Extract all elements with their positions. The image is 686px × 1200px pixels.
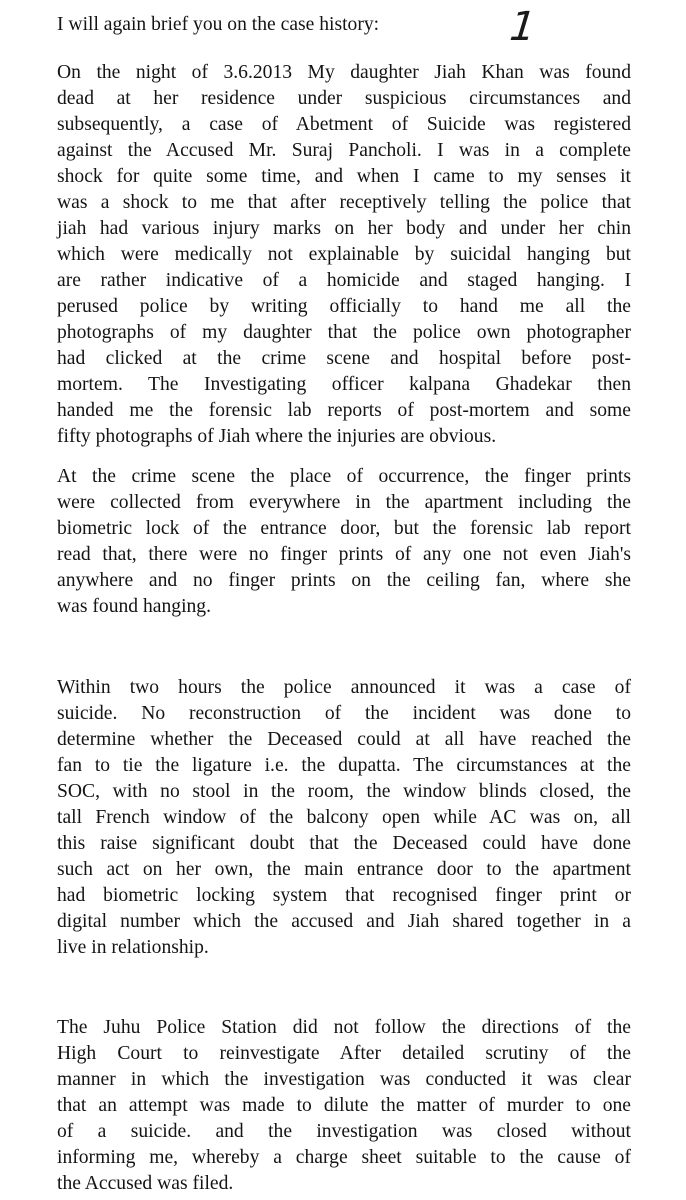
text-line: At the crime scene the place of occurrence, the finger prints bbox=[57, 466, 631, 487]
text-line: against the Accused Mr. Suraj Pancholi. I was in a complete bbox=[57, 140, 631, 161]
text-line: perused police by writing officially to hand me all the bbox=[57, 296, 631, 317]
text-line: this raise significant doubt that the Deceased could have done bbox=[57, 833, 631, 854]
paragraph-fingerprints bbox=[57, 464, 631, 620]
text-line: had clicked at the crime scene and hospital before post- bbox=[57, 348, 631, 369]
text-line: SOC, with no stool in the room, the window blinds closed, the bbox=[57, 781, 631, 802]
text-line: On the night of 3.6.2013 My daughter Jiah Khan was found bbox=[57, 62, 631, 83]
text-line: was found hanging. bbox=[57, 596, 212, 617]
text-line: manner in which the investigation was conducted it was clear bbox=[57, 1069, 631, 1090]
document-heading: I will again brief you on the case history: bbox=[57, 14, 380, 35]
paragraph-suicide-announcement bbox=[57, 675, 631, 961]
text-line: Within two hours the police announced it was a case of bbox=[57, 677, 631, 698]
text-line: suicide. No reconstruction of the incident was done to bbox=[57, 703, 631, 724]
paragraph-case-background bbox=[57, 60, 631, 450]
text-line: fan to tie the ligature i.e. the dupatta. The circumstances at the bbox=[57, 755, 631, 776]
text-line: which were medically not explainable by suicidal hanging but bbox=[57, 244, 631, 265]
text-line: informing me, whereby a charge sheet suitable to the cause of bbox=[57, 1147, 631, 1168]
text-line: were collected from everywhere in the apartment including the bbox=[57, 492, 631, 513]
text-line: was a shock to me that after receptively telling the police that bbox=[57, 192, 631, 213]
text-line: mortem. The Investigating officer kalpana Ghadekar then bbox=[57, 374, 631, 395]
text-line: are rather indicative of a homicide and staged hanging. I bbox=[57, 270, 631, 291]
text-line: read that, there were no finger prints of any one not even Jiah's bbox=[57, 544, 631, 565]
text-line: biometric lock of the entrance door, but the forensic lab report bbox=[57, 518, 631, 539]
text-line: the Accused was filed. bbox=[57, 1173, 234, 1194]
text-line: fifty photographs of Jiah where the injuries are obvious. bbox=[57, 426, 497, 447]
text-line: such act on her own, the main entrance door to the apartment bbox=[57, 859, 631, 880]
text-line: live in relationship. bbox=[57, 937, 209, 958]
text-line: anywhere and no finger prints on the ceiling fan, where she bbox=[57, 570, 631, 591]
text-line: subsequently, a case of Abetment of Suicide was registered bbox=[57, 114, 631, 135]
text-line: determine whether the Deceased could at all have reached the bbox=[57, 729, 631, 750]
text-line: dead at her residence under suspicious circumstances and bbox=[57, 88, 631, 109]
text-line: handed me the forensic lab reports of post-mortem and some bbox=[57, 400, 631, 421]
text-line: of a suicide. and the investigation was closed without bbox=[57, 1121, 631, 1142]
text-line: shock for quite some time, and when I came to my senses it bbox=[57, 166, 631, 187]
text-line: had biometric locking system that recognised finger print or bbox=[57, 885, 631, 906]
text-line: digital number which the accused and Jiah shared together in a bbox=[57, 911, 631, 932]
text-line: High Court to reinvestigate After detailed scrutiny of the bbox=[57, 1043, 631, 1064]
handwritten-page-number: 1 bbox=[507, 4, 538, 50]
text-line: The Juhu Police Station did not follow the directions of the bbox=[57, 1017, 631, 1038]
text-line: jiah had various injury marks on her body and under her chin bbox=[57, 218, 631, 239]
text-line: tall French window of the balcony open while AC was on, all bbox=[57, 807, 631, 828]
paragraph-investigation-closed bbox=[57, 1015, 631, 1197]
text-line: that an attempt was made to dilute the matter of murder to one bbox=[57, 1095, 631, 1116]
text-line: photographs of my daughter that the police own photographer bbox=[57, 322, 631, 343]
